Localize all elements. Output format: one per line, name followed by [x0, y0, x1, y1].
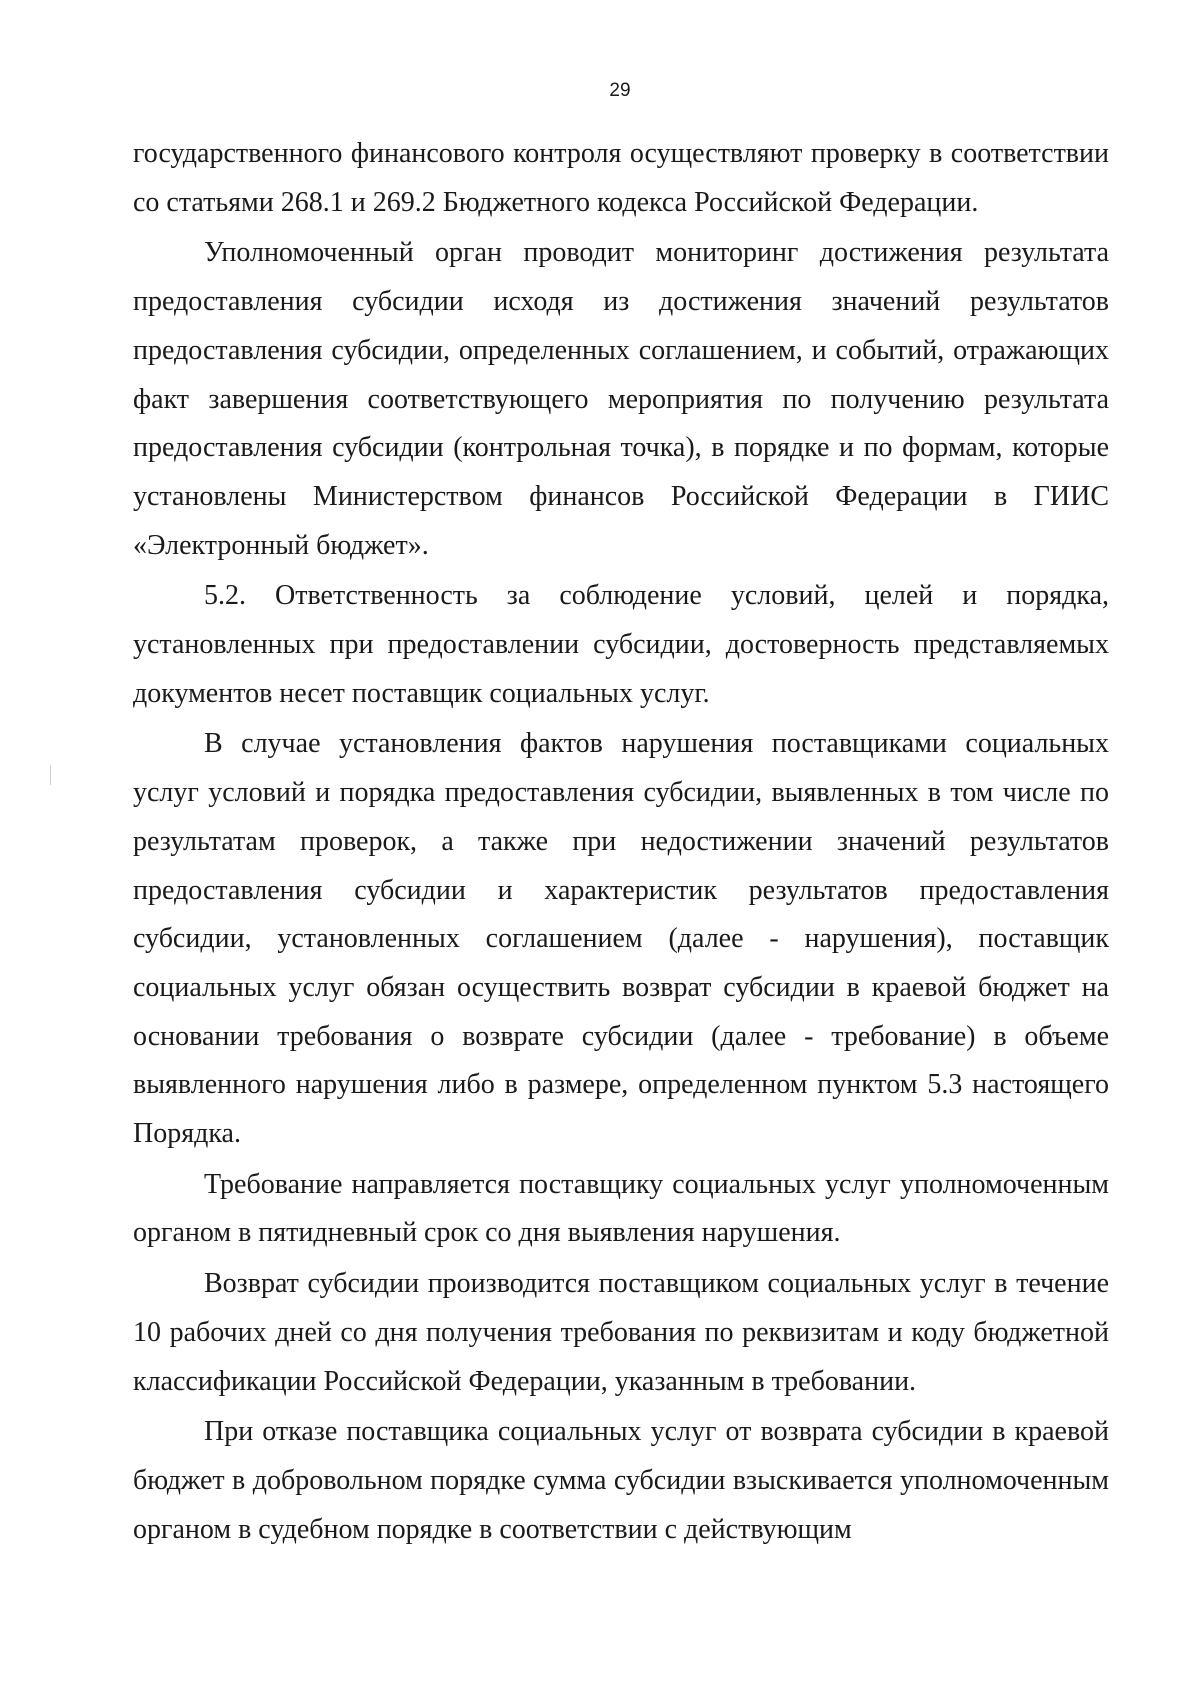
margin-mark	[50, 765, 51, 785]
document-body	[133, 130, 1109, 1556]
paragraph-continuation: государственного финансового контроля осуществляют проверку в соответствии со статьями 268.1 и 269.2 Бюджетного кодекса Российской Федерации.	[133, 138, 1109, 218]
paragraph-violations: В случае установления фактов нарушения поставщиками социальных услуг условий и порядка предоставления субсидии, выявленных в том числе по результатам проверок, а также при недостижении значений результатов предоставления субсидии и характеристик результатов предоставления субсидии, установленных соглашением (далее - нарушения), поставщик социальных услуг обязан осуществить возврат субсидии в краевой бюджет на основании требования о возврате субсидии (далее - требование) в объеме выявленного нарушения либо в размере, определенном пунктом 5.3 настоящего Порядка.	[133, 728, 1109, 1150]
paragraph-requirement: Требование направляется поставщику социальных услуг уполномоченным органом в пятидневный срок со дня выявления нарушения.	[133, 1168, 1109, 1249]
paragraph-5-2-responsibility: 5.2. Ответственность за соблюдение условий, целей и порядка, установленных при предоставлении субсидии, достоверность представляемых документов несет поставщик социальных услуг.	[133, 580, 1109, 709]
paragraph-monitoring: Уполномоченный орган проводит мониторинг достижения результата предоставления субсидии исходя из достижения значений результатов предоставления субсидии, определенных соглашением, и событий, отражающих факт завершения соответствующего мероприятия по получению результата предоставления субсидии (контрольная точка), в порядке и по формам, которые установлены Министерством финансов Российской Федерации в ГИИС «Электронный бюджет».	[133, 237, 1109, 561]
page-number: 29	[609, 80, 631, 101]
paragraph-refund: Возврат субсидии производится поставщиком социальных услуг в течение 10 рабочих дней со дня получения требования по реквизитам и коду бюджетной классификации Российской Федерации, указанным в требовании.	[133, 1268, 1109, 1397]
paragraph-refusal: При отказе поставщика социальных услуг от возврата субсидии в краевой бюджет в добровольном порядке сумма субсидии взыскивается уполномоченным органом в судебном порядке в соответствии с действующим	[133, 1416, 1109, 1545]
